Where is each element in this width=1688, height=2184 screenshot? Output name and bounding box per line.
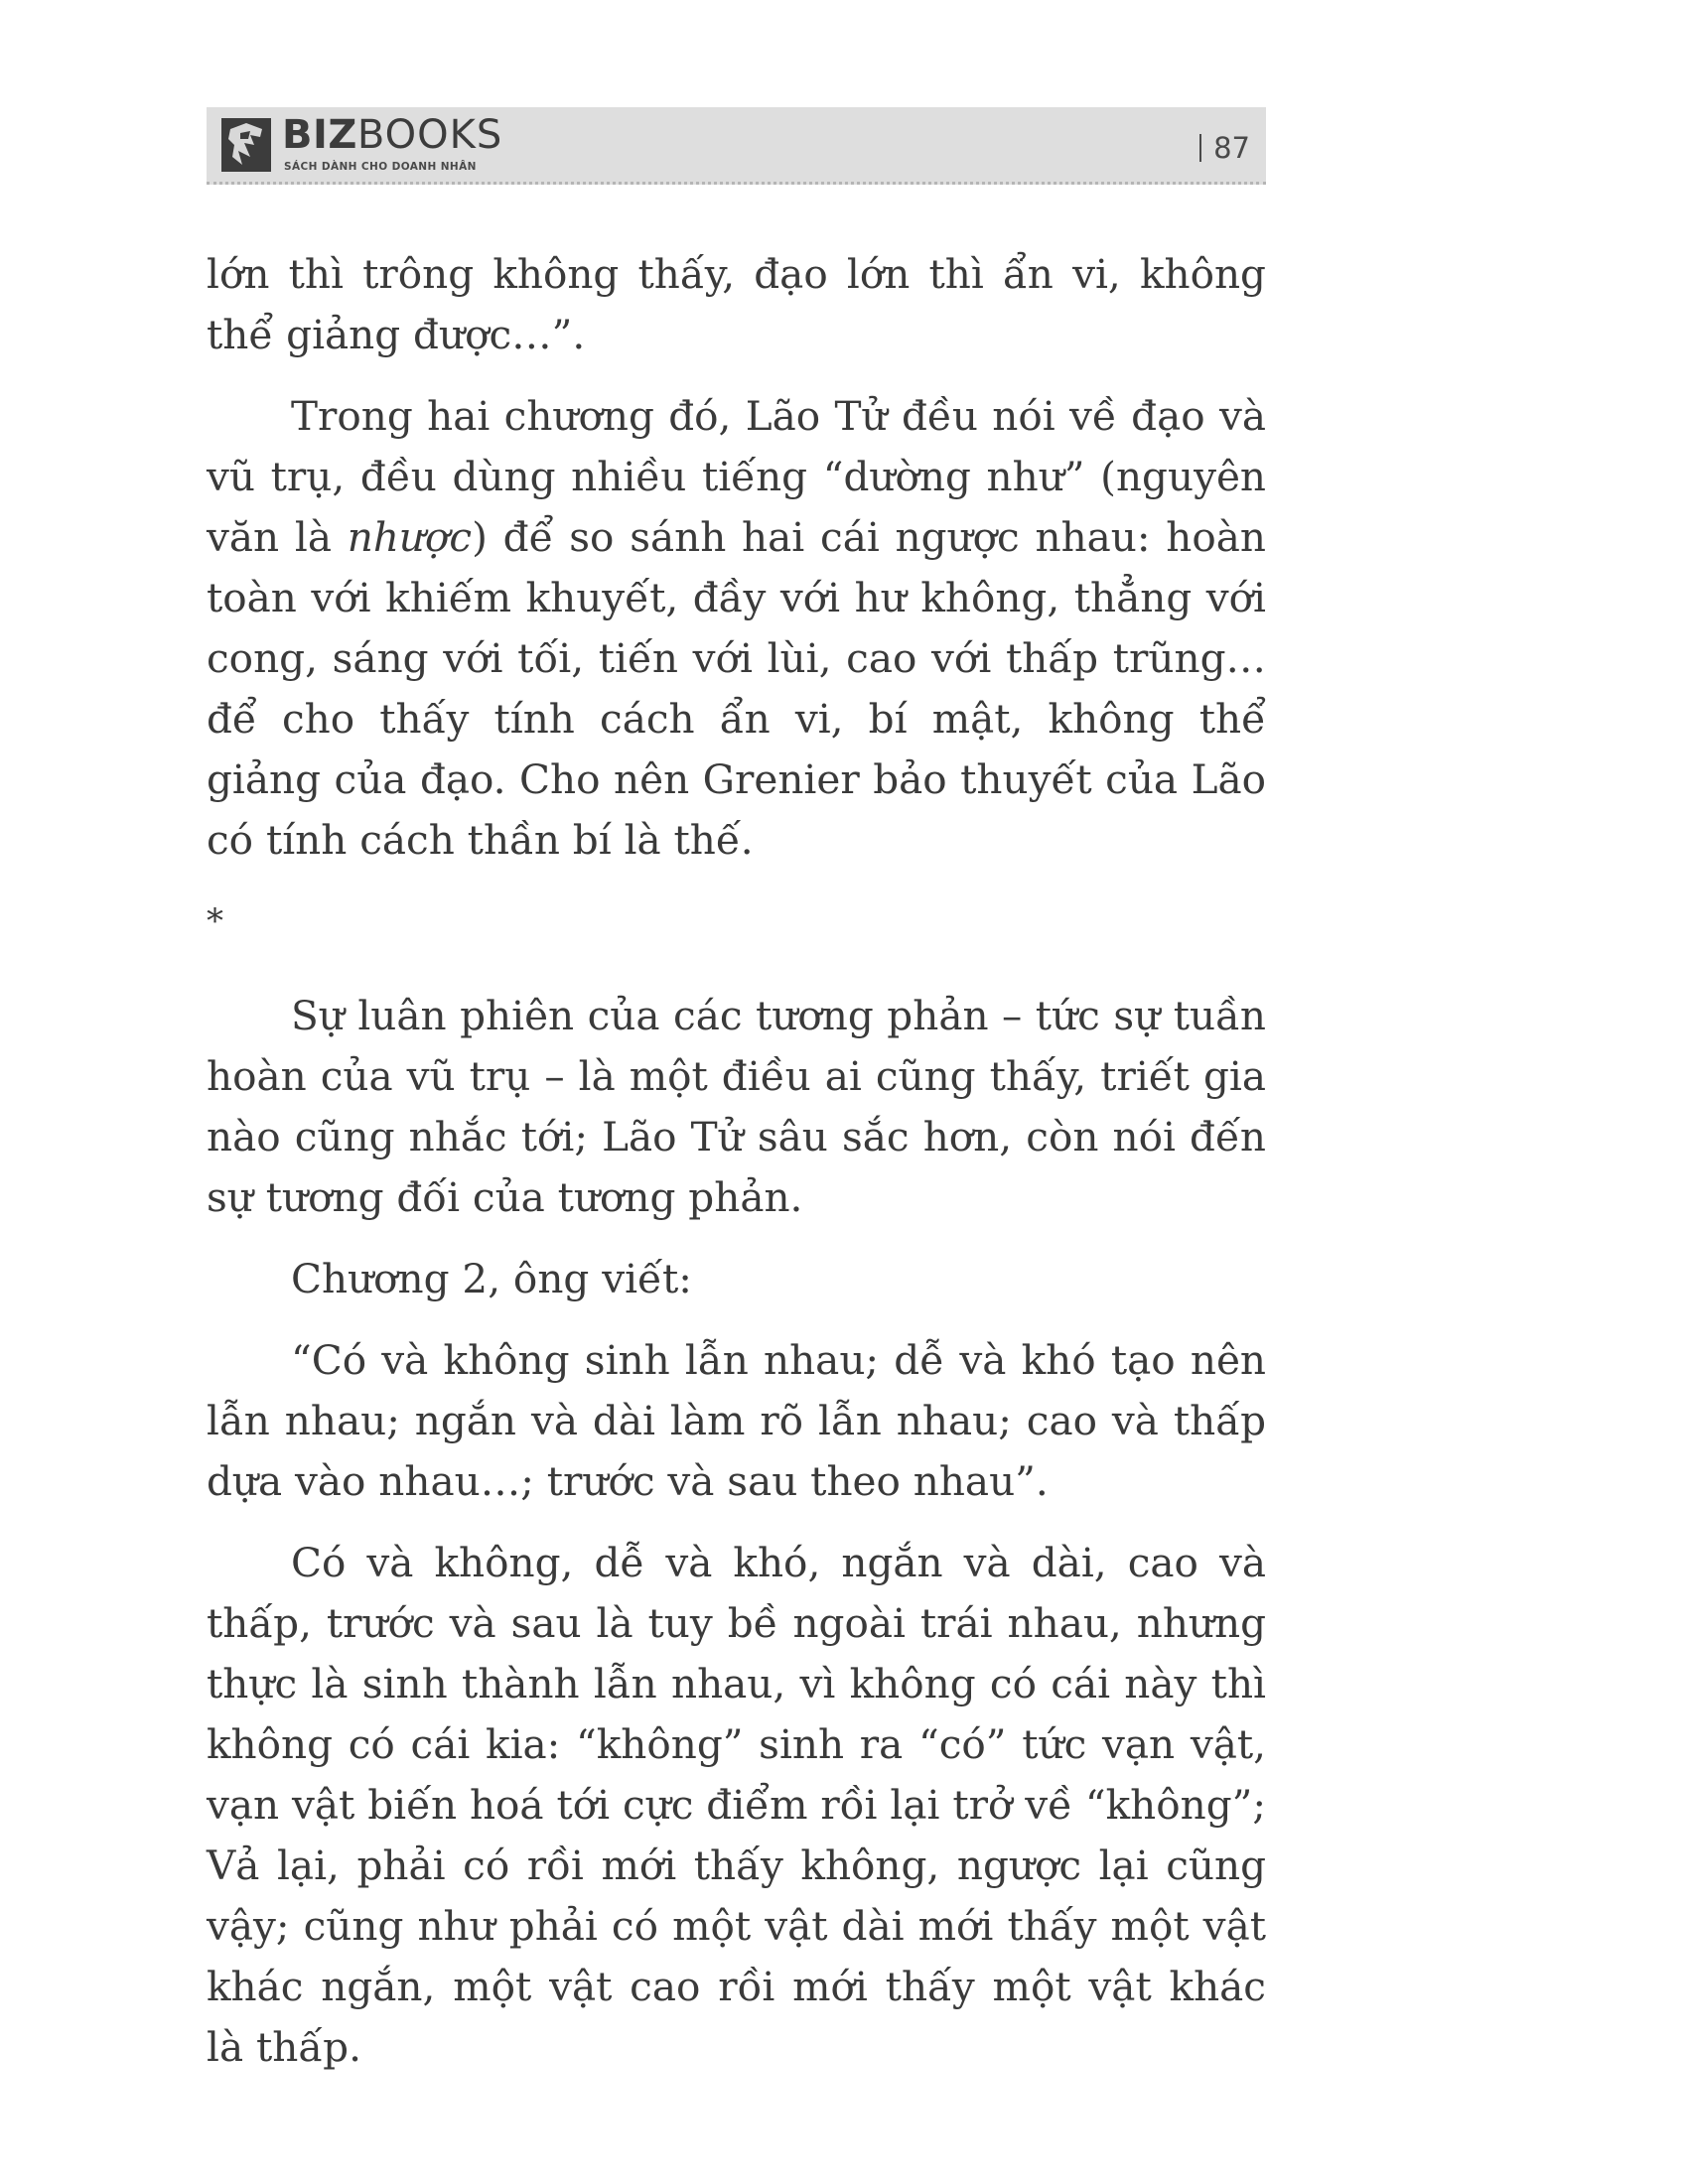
brand-tagline: SÁCH DÀNH CHO DOANH NHÂN: [284, 161, 477, 173]
paragraph-3: Sự luân phiên của các tương phản – tức sự tuần hoàn của vũ trụ – là một điều ai cũng thấy, triết gia nào cũng nhắc tới; Lão Tử sâu sắc hơn, còn nói đến sự tương đối của tương phản.: [207, 992, 1266, 1221]
paragraph-2-italic-term: nhược: [347, 513, 473, 561]
paragraph-1: lớn thì trông không thấy, đạo lớn thì ẩn vi, không thể giảng được…”.: [207, 250, 1266, 358]
paragraph-6: Có và không, dễ và khó, ngắn và dài, cao và thấp, trước và sau là tuy bề ngoài trái nhau, nhưng thực là sinh thành lẫn nhau, vì không có cái này thì không có cái kia: “không” sinh ra “có” tức vạn vật, vạn vật biến hoá tới cực điểm rồi lại trở về “không”; Vả lại, phải có rồi mới thấy không, ngược lại cũng vậy; cũng như phải có một vật dài mới thấy một vật khác ngắn, một vật cao rồi mới thấy một vật khác là thấp.: [207, 1539, 1266, 2071]
page-body: [207, 244, 1266, 2099]
paragraph-2-part-a: Trong hai chương đó, Lão Tử đều nói về đạo và vũ trụ, đều dùng nhiều tiếng “dường như” (nguyên văn là: [207, 392, 1266, 561]
section-separator: *: [207, 901, 223, 941]
page-number: [1199, 131, 1250, 165]
brand-name-light: BOOKS: [356, 112, 503, 158]
page-number-value: 87: [1213, 131, 1250, 165]
page-header: [207, 107, 1266, 185]
paragraph-2: [207, 386, 1266, 871]
bizbooks-logo-icon: [220, 117, 272, 173]
paragraph-4: Chương 2, ông viết:: [291, 1255, 692, 1302]
brand-name-bold: BIZ: [282, 112, 357, 158]
page-number-divider: [1199, 134, 1201, 162]
brand-name: [282, 113, 502, 157]
paragraph-2-part-b: ) để so sánh hai cái ngược nhau: hoàn toàn với khiếm khuyết, đầy với hư không, thẳng với cong, sáng với tối, tiến với lùi, cao với thấp trũng… để cho thấy tính cách ẩn vi, bí mật, không thể giảng của đạo. Cho nên Grenier bảo thuyết của Lão có tính cách thần bí là thế.: [207, 513, 1266, 864]
paragraph-5-quote: “Có và không sinh lẫn nhau; dễ và khó tạo nên lẫn nhau; ngắn và dài làm rõ lẫn nhau; cao và thấp dựa vào nhau…; trước và sau theo nhau”.: [207, 1336, 1266, 1505]
